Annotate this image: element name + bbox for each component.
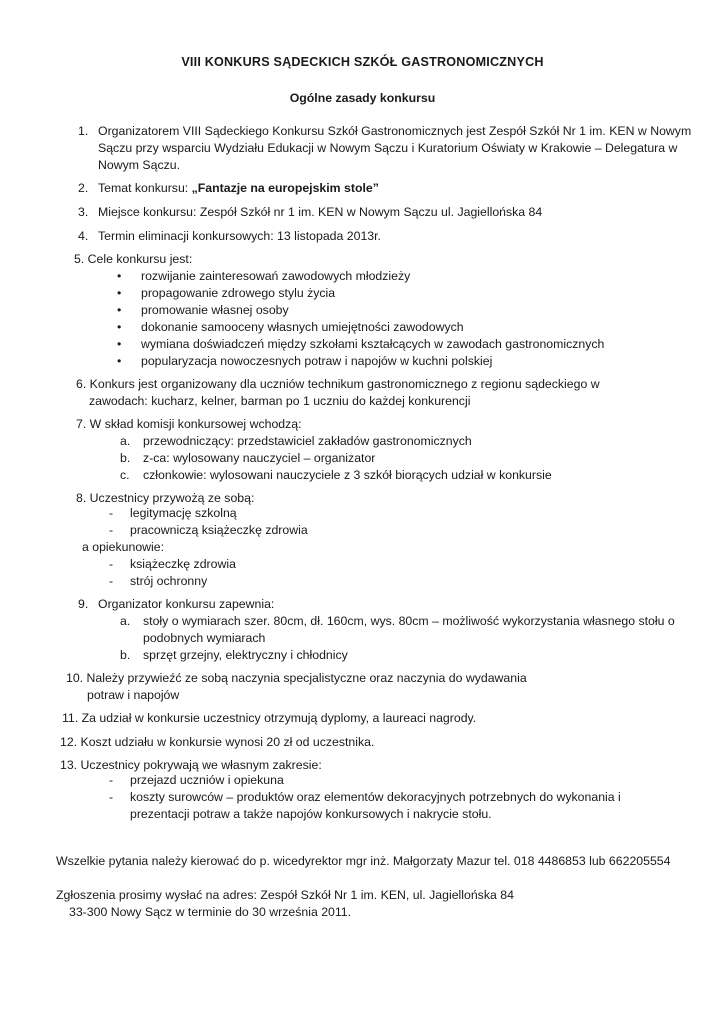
item-number: 2. [78, 181, 89, 195]
list-marker: a. [120, 434, 131, 448]
item-9-text: Organizator konkursu zapewnia: [98, 597, 275, 611]
bullet-icon: • [117, 303, 122, 317]
cost-item-line: koszty surowców – produktów oraz elementów dekoracyjnych potrzebnych do wykonania i [130, 790, 621, 804]
caretaker-item: książeczkę zdrowia [130, 557, 236, 571]
cost-item-line: przejazd uczniów i opiekuna [130, 773, 284, 787]
goal-item: wymiana doświadczeń między szkołami kształcących w zawodach gastronomicznych [141, 337, 605, 351]
caretaker-item: strój ochronny [130, 574, 208, 588]
item-12-text: 12. Koszt udziału w konkursie wynosi 20 zł od uczestnika. [60, 735, 375, 749]
item-4-text: Termin eliminacji konkursowych: 13 listopada 2013r. [98, 229, 381, 243]
item-1-line: Organizatorem VIII Sądeckiego Konkursu Szkół Gastronomicznych jest Zespół Szkół Nr 1 im. KEN w Nowym [98, 124, 692, 138]
goal-item: promowanie własnej osoby [141, 303, 289, 317]
goal-item: popularyzacja nowoczesnych potraw i napojów w kuchni polskiej [141, 354, 493, 368]
provided-item-line: podobnych wymiarach [143, 631, 266, 645]
item-10-line: 10. Należy przywieźć ze sobą naczynia specjalistyczne oraz naczynia do wydawania [66, 671, 527, 685]
contest-theme: „Fantazje na europejskim stole” [191, 181, 379, 195]
contact-info: Wszelkie pytania należy kierować do p. wicedyrektor mgr inż. Małgorzaty Mazur tel. 018 4486853 lub 662205554 [56, 854, 671, 868]
dash-marker: - [109, 557, 114, 571]
item-7-text: 7. W skład komisji konkursowej wchodzą: [76, 417, 302, 431]
participant-item: legitymację szkolną [130, 506, 237, 520]
dash-marker: - [109, 506, 114, 520]
item-5-text: 5. Cele konkursu jest: [74, 252, 193, 266]
list-marker: b. [120, 648, 131, 662]
item-6-line: zawodach: kucharz, kelner, barman po 1 uczniu do każdej konkurencji [89, 394, 471, 408]
participant-item: pracowniczą książeczkę zdrowia [130, 523, 308, 537]
dash-marker: - [109, 773, 114, 787]
item-1-line: Sączu przy wsparciu Wydziału Edukacji w Nowym Sączu i Kuratorium Oświaty w Krakowie – Delegatura w [98, 141, 678, 155]
item-number: 1. [78, 124, 89, 138]
caretakers-label: a opiekunowie: [82, 540, 165, 554]
item-2-text [98, 180, 379, 197]
item-13-text: 13. Uczestnicy pokrywają we własnym zakresie: [60, 758, 322, 772]
bullet-icon: • [117, 354, 122, 368]
committee-member: z-ca: wylosowany nauczyciel – organizator [143, 451, 376, 465]
submission-line: 33-300 Nowy Sącz w terminie do 30 września 2011. [69, 905, 352, 919]
submission-line: Zgłoszenia prosimy wysłać na adres: Zespół Szkół Nr 1 im. KEN, ul. Jagiellońska 84 [56, 888, 514, 902]
item-11-text: 11. Za udział w konkursie uczestnicy otrzymują dyplomy, a laureaci nagrody. [62, 711, 477, 725]
page-title: VIII KONKURS SĄDECKICH SZKÓŁ GASTRONOMICZNYCH [181, 55, 544, 69]
item-1-line: Nowym Sączu. [98, 158, 181, 172]
item-2-prefix: Temat konkursu: [98, 181, 192, 195]
item-8-text: 8. Uczestnicy przywożą ze sobą: [76, 491, 255, 505]
bullet-icon: • [117, 286, 122, 300]
item-number: 4. [78, 229, 89, 243]
list-marker: b. [120, 451, 131, 465]
committee-member: członkowie: wylosowani nauczyciele z 3 szkół biorących udział w konkursie [143, 468, 552, 482]
goal-item: dokonanie samooceny własnych umiejętności zawodowych [141, 320, 464, 334]
bullet-icon: • [117, 269, 122, 283]
dash-marker: - [109, 790, 114, 804]
cost-item-line: prezentacji potraw a także napojów konkursowych i nakrycie stołu. [130, 807, 492, 821]
item-3-text: Miejsce konkursu: Zespół Szkół nr 1 im. KEN w Nowym Sączu ul. Jagiellońska 84 [98, 205, 543, 219]
page-subtitle: Ogólne zasady konkursu [289, 91, 436, 105]
item-number: 9. [78, 597, 89, 611]
item-number: 3. [78, 205, 89, 219]
list-marker: c. [120, 468, 130, 482]
bullet-icon: • [117, 337, 122, 351]
provided-item-line: stoły o wymiarach szer. 80cm, dł. 160cm, wys. 80cm – możliwość wykorzystania własnego stołu o [143, 614, 675, 628]
list-marker: a. [120, 614, 131, 628]
item-6-line: 6. Konkurs jest organizowany dla uczniów technikum gastronomicznego z regionu sądeckiego w [76, 377, 600, 391]
dash-marker: - [109, 574, 114, 588]
bullet-icon: • [117, 320, 122, 334]
goal-item: rozwijanie zainteresowań zawodowych młodzieży [141, 269, 411, 283]
dash-marker: - [109, 523, 114, 537]
goal-item: propagowanie zdrowego stylu życia [141, 286, 336, 300]
item-10-line: potraw i napojów [87, 688, 180, 702]
committee-member: przewodniczący: przedstawiciel zakładów gastronomicznych [143, 434, 472, 448]
provided-item-line: sprzęt grzejny, elektryczny i chłodnicy [143, 648, 348, 662]
